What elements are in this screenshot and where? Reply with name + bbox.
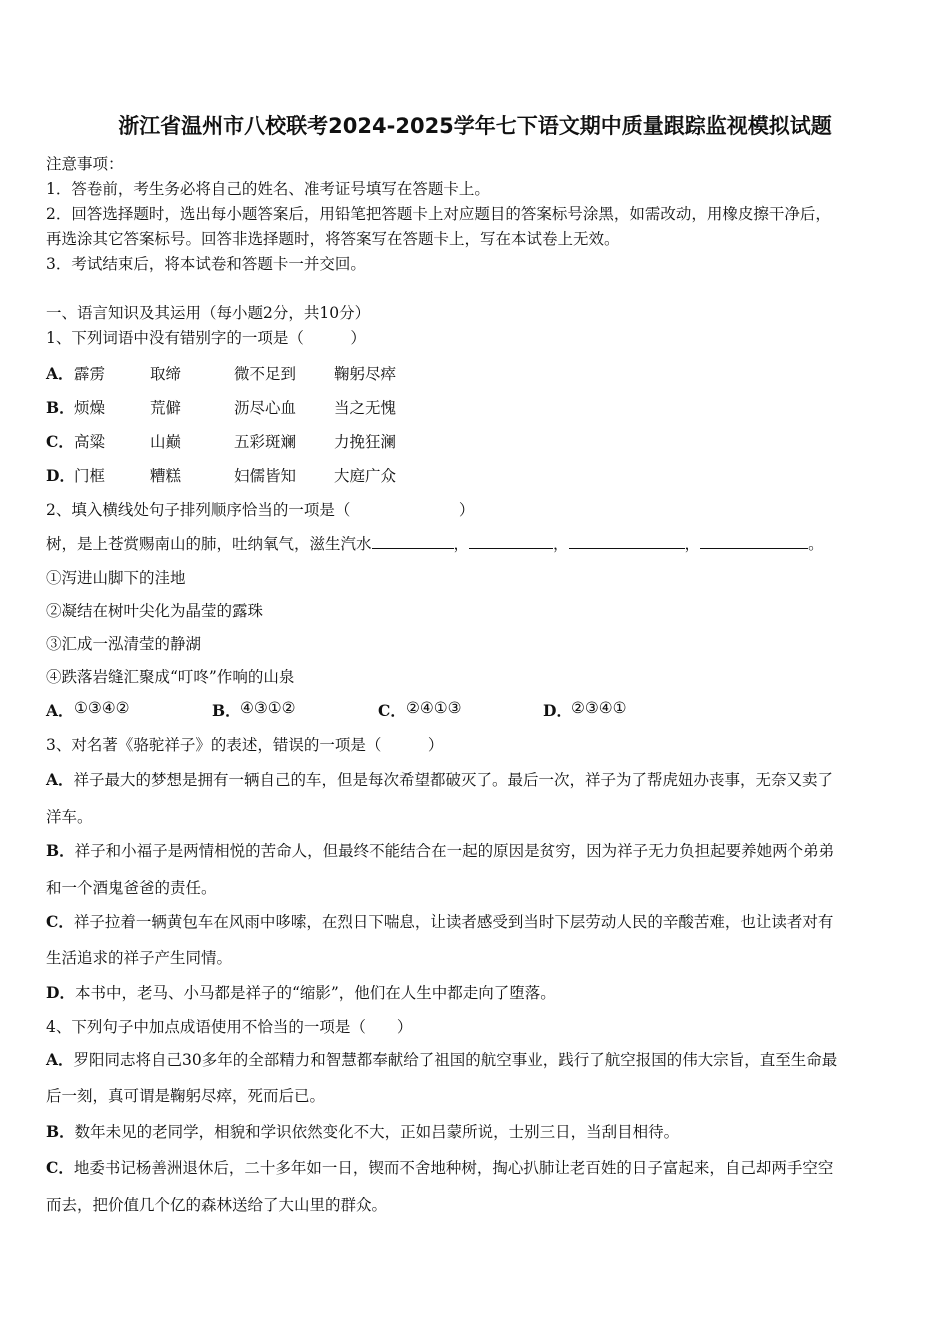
option-text: ②③④①: [571, 699, 627, 717]
option-text: ②④①③: [406, 699, 462, 717]
option-word: 五彩斑斓: [234, 433, 297, 451]
answer-blank: [569, 534, 685, 549]
page-title: 浙江省温州市八校联考2024-2025学年七下语文期中质量跟踪监视模拟试题: [118, 114, 832, 138]
answer-blank: [700, 534, 808, 549]
option-label: B．: [46, 398, 75, 417]
notice-heading: 注意事项：: [46, 155, 124, 173]
option-word: 霹雳: [74, 365, 106, 383]
option-word: 门框: [74, 467, 106, 485]
q3-option-b-line1: B．祥子和小福子是两情相悦的苦命人，但最终不能结合在一起的原因是贫穷，因为祥子无力负担起要养她两个弟弟: [46, 841, 835, 860]
answer-blank: [469, 534, 553, 549]
option-label: D．: [46, 466, 75, 485]
option-label: A．: [46, 701, 74, 720]
notice-item-2b: 再选涂其它答案标号。回答非选择题时，将答案写在答题卡上，写在本试卷上无效。: [46, 230, 620, 248]
q4-option-a-line2: 后一刻，真可谓是鞠躬尽瘁，死而后已。: [46, 1087, 326, 1105]
sentence-end: 。: [808, 535, 824, 553]
option-word: 荒僻: [150, 399, 182, 417]
section-heading: 一、语言知识及其运用（每小题2分，共10分）: [46, 304, 371, 322]
q2-item-4: ④跌落岩缝汇聚成“叮咚”作响的山泉: [46, 668, 295, 686]
option-word: 力挽狂澜: [334, 433, 397, 451]
q3-option-d: D．本书中，老马、小马都是祥子的“缩影”，他们在人生中都走向了堕落。: [46, 983, 556, 1002]
separator: ，: [553, 535, 569, 553]
option-word: 取缔: [150, 365, 182, 383]
q4-stem: 4、下列句子中加点成语使用不恰当的一项是（ ）: [46, 1018, 413, 1036]
q2-item-1: ①泻进山脚下的洼地: [46, 569, 186, 587]
q3-option-b-line2: 和一个酒鬼爸爸的责任。: [46, 879, 217, 897]
option-word: 微不足到: [234, 365, 297, 383]
notice-item-2a: 2．回答选择题时，选出每小题答案后，用铅笔把答题卡上对应题目的答案标号涂黑，如需改动，用橡皮擦干净后，: [46, 205, 831, 223]
q4-option-b: B．数年未见的老同学，相貌和学识依然变化不大，正如吕蒙所说，士别三日，当刮目相待。: [46, 1122, 680, 1141]
option-word: 当之无愧: [334, 399, 397, 417]
q2-sentence-start: 树，是上苍赏赐南山的肺，吐纳氧气，滋生汽水: [46, 535, 372, 553]
option-label: A．: [46, 364, 74, 383]
option-label: D．: [46, 983, 75, 1002]
option-label: B．: [46, 1122, 75, 1141]
option-word: 高粱: [74, 433, 106, 451]
q2-sentence: [46, 532, 824, 554]
q2-stem: 2、填入横线处句子排列顺序恰当的一项是（ ）: [46, 501, 475, 519]
q2-item-2: ②凝结在树叶尖化为晶莹的露珠: [46, 602, 264, 620]
option-word: 糟糕: [150, 467, 182, 485]
option-text: ①③④②: [74, 699, 130, 717]
q3-option-c-line1: C．祥子拉着一辆黄包车在风雨中哆嗦，在烈日下喘息，让读者感受到当时下层劳动人民的辛酸苦难，也让读者对有: [46, 912, 834, 931]
q4-option-c-line2: 而去，把价值几个亿的森林送给了大山里的群众。: [46, 1196, 388, 1214]
q2-item-3: ③汇成一泓清莹的静湖: [46, 635, 202, 653]
option-word: 鞠躬尽瘁: [334, 365, 397, 383]
option-word: 大庭广众: [334, 467, 397, 485]
option-word: 沥尽心血: [234, 399, 297, 417]
option-word: 山巅: [150, 433, 182, 451]
option-label: C．: [378, 701, 406, 720]
option-word: 妇儒皆知: [234, 467, 297, 485]
separator: ，: [453, 535, 470, 553]
option-label: C．: [46, 432, 74, 451]
q3-stem: 3、对名著《骆驼祥子》的表述，错误的一项是（ ）: [46, 736, 444, 754]
option-label: A．: [46, 770, 74, 789]
q3-option-c-line2: 生活追求的祥子产生同情。: [46, 949, 233, 967]
option-label: A．: [46, 1050, 74, 1069]
q4-option-a-line1: A．罗阳同志将自己30多年的全部精力和智慧都奉献给了祖国的航空事业，践行了航空报国的伟大宗旨，直至生命最: [46, 1050, 838, 1069]
q3-option-a-line1: A．祥子最大的梦想是拥有一辆自己的车，但是每次希望都破灭了。最后一次，祥子为了帮虎妞办丧事，无奈又卖了: [46, 770, 834, 789]
q1-stem: 1、下列词语中没有错别字的一项是（ ）: [46, 329, 366, 347]
separator: ，: [684, 535, 701, 553]
option-label: B．: [46, 841, 75, 860]
option-label: C．: [46, 1158, 74, 1177]
option-label: D．: [543, 701, 572, 720]
q3-option-a-line2: 洋车。: [46, 808, 93, 826]
option-text: ④③①②: [240, 699, 296, 717]
option-label: C．: [46, 912, 74, 931]
notice-item-1: 1．答卷前，考生务必将自己的姓名、准考证号填写在答题卡上。: [46, 180, 490, 198]
answer-blank: [372, 534, 454, 549]
notice-item-3: 3．考试结束后，将本试卷和答题卡一并交回。: [46, 255, 366, 273]
option-label: B．: [212, 701, 241, 720]
option-word: 烦燥: [74, 399, 106, 417]
q4-option-c-line1: C．地委书记杨善洲退休后，二十多年如一日，锲而不舍地种树，掏心扒肺让老百姓的日子富起来，自己却两手空空: [46, 1158, 834, 1177]
